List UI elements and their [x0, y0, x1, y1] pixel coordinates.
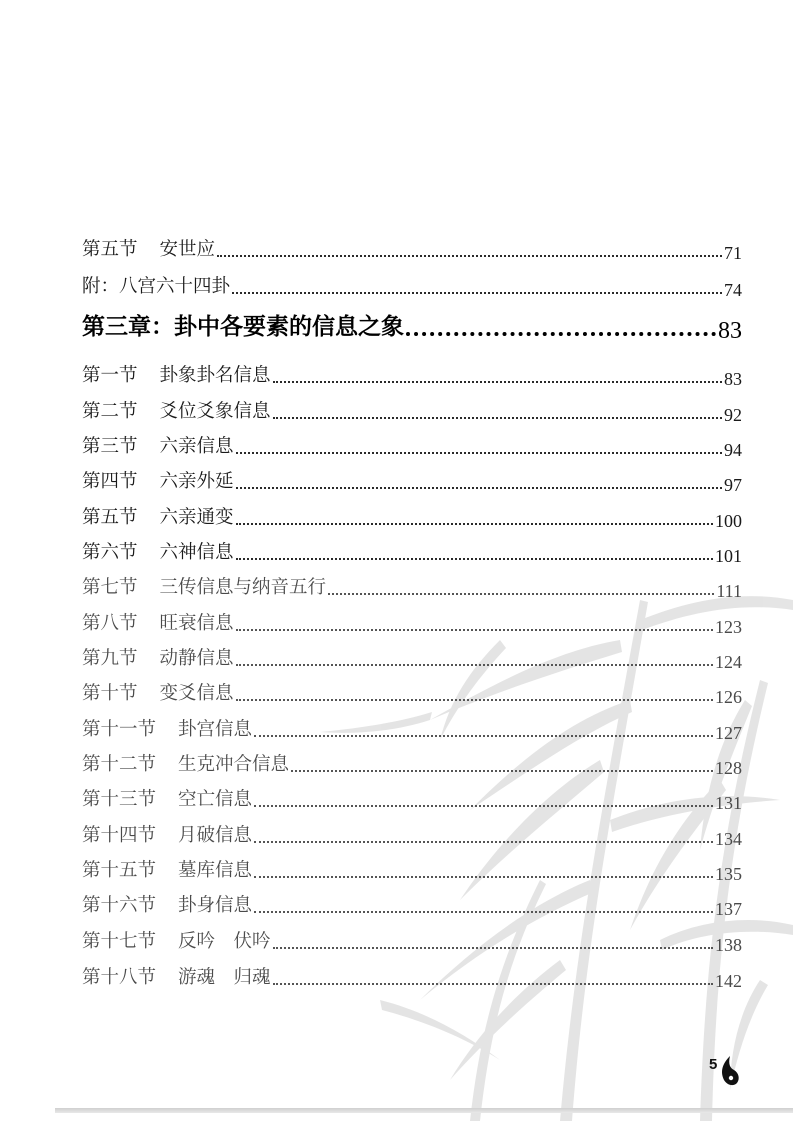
section-number: 第十节: [82, 683, 138, 704]
toc-entry: [82, 576, 742, 600]
toc-entry: [82, 788, 742, 812]
page-number: 131: [715, 793, 742, 813]
dot-leader: [236, 452, 722, 454]
toc-chapter-heading: [82, 312, 742, 342]
page-number: 100: [715, 511, 742, 531]
page-number: 134: [715, 829, 742, 849]
section-title: 附：八宫六十四卦: [82, 276, 231, 297]
page-number: 111: [716, 581, 742, 601]
dot-leader: [236, 664, 713, 666]
toc-entry: [82, 470, 742, 494]
section-title: 动静信息: [159, 648, 234, 669]
section-number: 第五节: [82, 507, 138, 528]
page-number: 92: [724, 405, 742, 425]
page-number: 101: [715, 546, 742, 566]
dot-leader: [236, 558, 713, 560]
dot-leader: [328, 593, 714, 595]
page-number: 74: [724, 280, 742, 300]
toc-entry: [82, 753, 742, 777]
section-number: 第十七节: [82, 931, 157, 952]
toc-entry: [82, 647, 742, 671]
page-number: 137: [715, 899, 742, 919]
page-number: 135: [715, 864, 742, 884]
page-number: 83: [718, 318, 742, 344]
section-number: 第一节: [82, 365, 138, 386]
section-title: 旺衰信息: [159, 613, 234, 634]
footer-page-number: 5: [709, 1056, 718, 1073]
dot-leader: [273, 947, 713, 949]
section-title: 六亲通变: [159, 507, 234, 528]
dot-leader: [236, 699, 713, 701]
toc-entry: [82, 894, 742, 918]
yin-yang-icon: [718, 1054, 740, 1088]
page-number: 142: [715, 971, 742, 991]
section-number: 第十三节: [82, 789, 157, 810]
page-number: 94: [724, 440, 742, 460]
section-title: 月破信息: [178, 825, 253, 846]
section-title: 六亲信息: [159, 436, 234, 457]
section-title: 六神信息: [159, 542, 234, 563]
section-title: 反吟 伏吟: [178, 931, 271, 952]
section-title: 生克冲合信息: [178, 754, 290, 775]
section-number: 第三节: [82, 436, 138, 457]
toc-entry: [82, 859, 742, 883]
dot-leader: [232, 292, 722, 294]
section-title: 变爻信息: [159, 683, 234, 704]
toc-entry: [82, 612, 742, 636]
page-number: 123: [715, 617, 742, 637]
dot-leader: [273, 417, 722, 419]
page-number: 128: [715, 758, 742, 778]
section-title: 卦宫信息: [178, 719, 253, 740]
section-number: 第七节: [82, 577, 138, 598]
section-number: 第十四节: [82, 825, 157, 846]
toc-entry: [82, 238, 742, 262]
dot-leader: [273, 983, 713, 985]
dot-leader: [236, 487, 722, 489]
dot-leader: [254, 876, 713, 878]
page-number: 97: [724, 475, 742, 495]
toc-entry: [82, 682, 742, 706]
section-title: 卦象卦名信息: [159, 365, 271, 386]
toc-entry: [82, 718, 742, 742]
toc-entry: [82, 364, 742, 388]
section-title: 墓库信息: [178, 860, 253, 881]
section-number: 第二节: [82, 401, 138, 422]
dot-leader: [254, 911, 713, 913]
chapter-title: 第三章：卦中各要素的信息之象: [82, 313, 404, 340]
dot-leader: [217, 255, 722, 257]
page-number: 126: [715, 687, 742, 707]
section-title: 六亲外延: [159, 471, 234, 492]
toc-entry: [82, 506, 742, 530]
dot-leader: [236, 523, 713, 525]
section-number: 第五节: [82, 239, 138, 260]
section-title: 游魂 归魂: [178, 967, 271, 988]
section-number: 第四节: [82, 471, 138, 492]
section-title: 三传信息与纳音五行: [159, 577, 327, 598]
section-title: 卦身信息: [178, 895, 253, 916]
toc-entry: [82, 400, 742, 424]
dot-leader: [291, 770, 713, 772]
section-number: 第八节: [82, 613, 138, 634]
section-number: 第六节: [82, 542, 138, 563]
section-number: 第十二节: [82, 754, 157, 775]
section-number: 第十六节: [82, 895, 157, 916]
footer-rule: [55, 1108, 793, 1113]
section-number: 第九节: [82, 648, 138, 669]
toc-entry: [82, 435, 742, 459]
section-number: 第十八节: [82, 967, 157, 988]
toc-entry: [82, 966, 742, 990]
toc-entry: [82, 930, 742, 954]
toc-entry-appendix: [82, 275, 742, 299]
page-number: 83: [724, 369, 742, 389]
dot-leader: [254, 841, 713, 843]
page-number: 124: [715, 652, 742, 672]
dot-leader: [236, 629, 713, 631]
section-title: 空亡信息: [178, 789, 253, 810]
section-number: 第十五节: [82, 860, 157, 881]
dot-leader: [254, 805, 713, 807]
section-title: 爻位爻象信息: [159, 401, 271, 422]
section-title: 安世应: [159, 239, 216, 260]
toc-entry: [82, 824, 742, 848]
page-number: 127: [715, 723, 742, 743]
dot-leader: [406, 332, 716, 336]
page-number: 138: [715, 935, 742, 955]
page-number: 71: [724, 243, 742, 263]
dot-leader: [273, 381, 722, 383]
section-number: 第十一节: [82, 719, 157, 740]
toc-entry: [82, 541, 742, 565]
dot-leader: [254, 735, 713, 737]
